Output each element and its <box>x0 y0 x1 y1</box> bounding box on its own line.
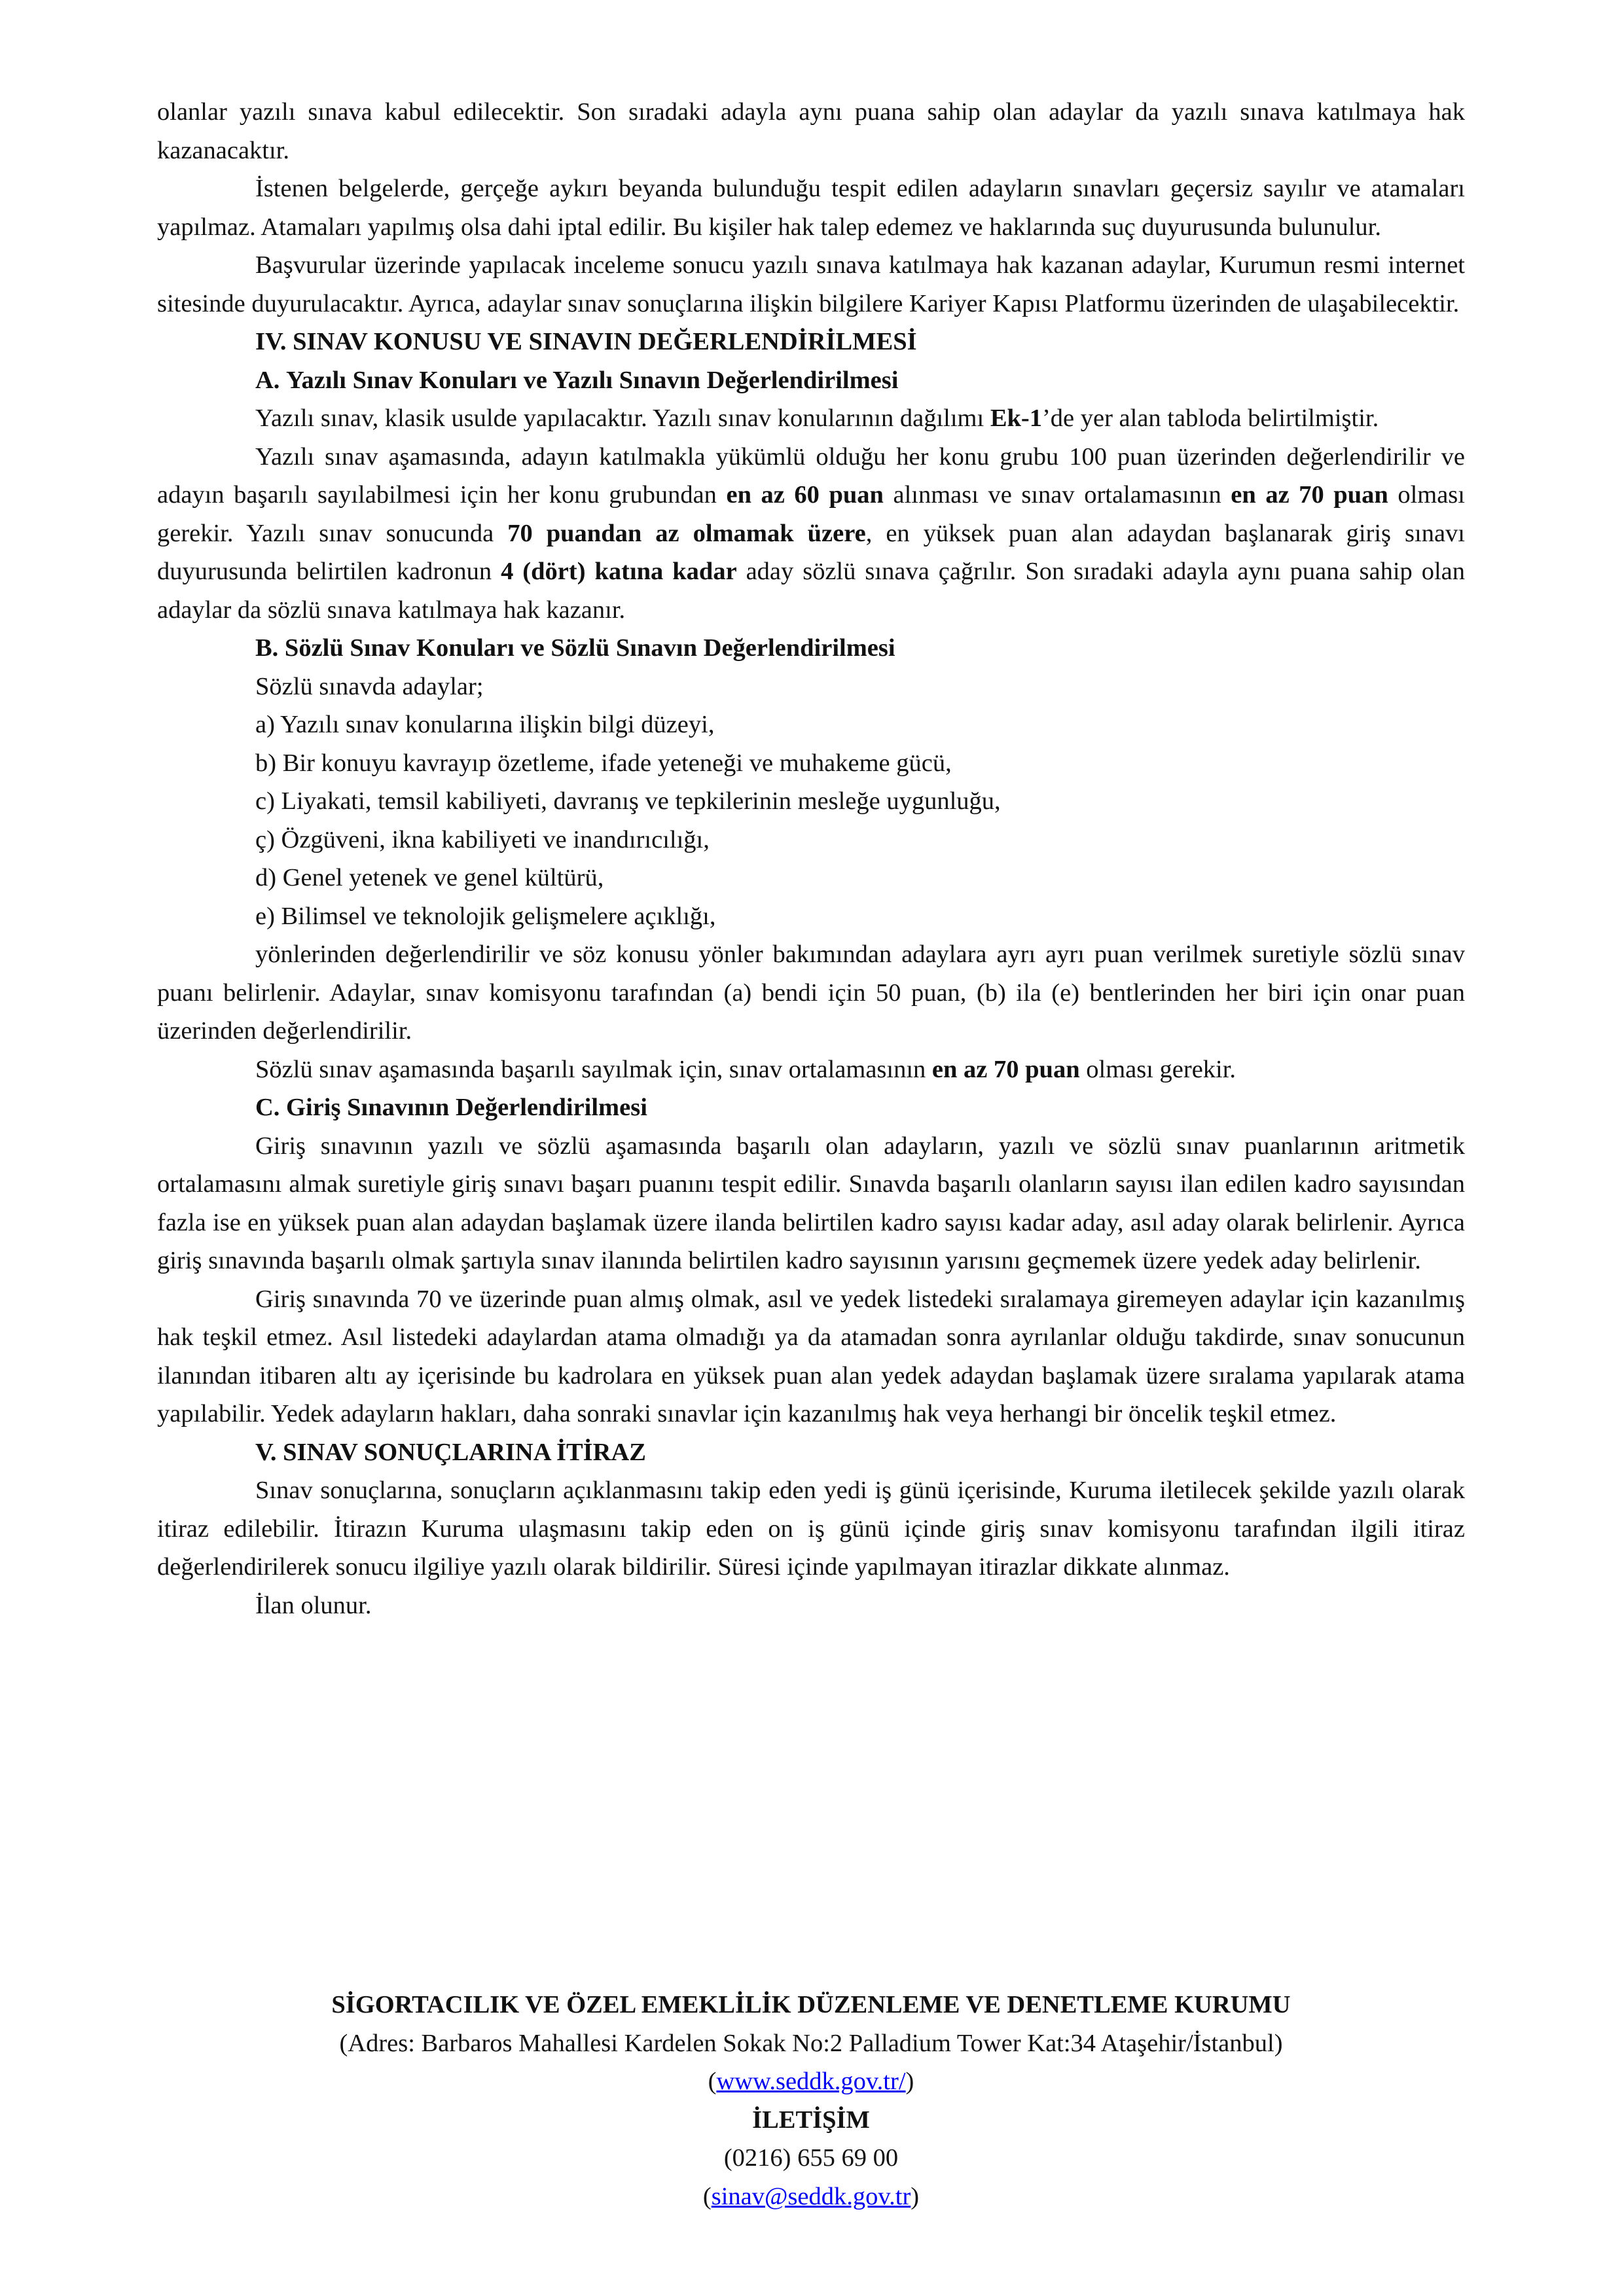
document-body <box>157 93 1465 1624</box>
text-run: alınması ve sınav ortalamasının <box>883 481 1231 509</box>
paragraph-written-exam-method <box>157 399 1465 438</box>
phone-number: (0216) 655 69 00 <box>723 2144 899 2172</box>
oral-criteria-item-c: c) Liyakati, temsil kabiliyeti, davranış ve tepkilerinin mesleğe uygunluğu, <box>255 787 1001 815</box>
bold-text-run: 4 (dört) katına kadar <box>501 558 737 585</box>
email-line <box>157 2178 1465 2216</box>
subsection-b-heading: B. Sözlü Sınav Konuları ve Sözlü Sınavın Değerlendirilmesi <box>255 634 895 662</box>
paragraph-written-exam-scoring <box>157 438 1465 630</box>
contact-heading: İLETİŞİM <box>752 2106 870 2134</box>
subsection-a-heading <box>157 361 1465 400</box>
text-run: Sözlü sınav aşamasında başarılı sayılmak için, sınav ortalamasının <box>255 1055 932 1083</box>
bold-text-run: en az 60 puan <box>726 481 884 509</box>
website-line <box>157 2062 1465 2101</box>
paren-open: ( <box>702 2182 712 2210</box>
text-run: olması gerekir. Yazılı sınav sonucunda <box>157 481 1465 547</box>
text-run: olması gerekir. <box>1079 1055 1236 1083</box>
paragraph-continuation: olanlar yazılı sınava kabul edilecektir. Son sıradaki adayla aynı puana sahip olan adaylar da yazılı sınava katılmaya hak kazanacaktır. <box>157 98 1465 164</box>
email-link[interactable]: sinav@seddk.gov.tr <box>711 2182 911 2210</box>
text-run: Yazılı sınav aşamasında, adayın katılmakla yükümlü olduğu her konu grubu 100 puan üzerinden değerlendirilir ve adayın başarılı sayılabilmesi için her konu grubundan <box>157 442 1465 509</box>
text-run: Yazılı sınav, klasik usulde yapılacaktır. Yazılı sınav konularının dağılımı <box>255 404 990 432</box>
paragraph-oral-exam-pass <box>157 1050 1465 1089</box>
oral-criteria-item-a: a) Yazılı sınav konularına ilişkin bilgi düzeyi, <box>255 711 715 738</box>
subsection-c-heading: C. Giriş Sınavının Değerlendirilmesi <box>255 1094 647 1121</box>
bold-text-run: 70 puandan az olmamak üzere <box>507 519 866 547</box>
organization-name: SİGORTACILIK VE ÖZEL EMEKLİLİK DÜZENLEME VE DENETLEME KURUMU <box>331 1991 1291 2018</box>
section-5-heading: V. SINAV SONUÇLARINA İTİRAZ <box>255 1438 646 1466</box>
oral-criteria-item-d: d) Genel yetenek ve genel kültürü, <box>255 864 604 891</box>
oral-criteria-item-e: e) Bilimsel ve teknolojik gelişmelere açıklığı, <box>255 902 716 930</box>
section-4-heading: IV. SINAV KONUSU VE SINAVIN DEĞERLENDİRİLMESİ <box>255 328 917 355</box>
subsection-a-title: Yazılı Sınav Konuları ve Yazılı Sınavın Değerlendirilmesi <box>286 366 899 394</box>
paren-close: ) <box>911 2182 920 2210</box>
text-run: , en yüksek puan alan adaydan başlanarak giriş sınavı duyurusunda belirtilen kadronun <box>157 519 1465 585</box>
website-link[interactable]: www.seddk.gov.tr/ <box>716 2068 906 2095</box>
closing-line: İlan olunur. <box>255 1591 372 1619</box>
paragraph-announcement: Başvurular üzerinde yapılacak inceleme sonucu yazılı sınava katılmaya hak kazanan adaylar, Kurumun resmi internet sitesinde duyurulacaktır. Ayrıca, adaylar sınav sonuçlarına ilişkin bilgilere Kariyer Kapısı Platformu üzerinden de ulaşabilecektir. <box>157 251 1465 317</box>
bold-text-run: en az 70 puan <box>1231 481 1388 509</box>
oral-criteria-item-cc: ç) Özgüveni, ikna kabiliyeti ve inandırıcılığı, <box>255 825 710 853</box>
document-footer <box>157 1986 1465 2215</box>
paren-open: ( <box>708 2068 717 2095</box>
organization-address: (Adres: Barbaros Mahallesi Kardelen Sokak No:2 Palladium Tower Kat:34 Ataşehir/İstanbul) <box>339 2029 1283 2057</box>
bold-text-run: en az 70 puan <box>931 1055 1080 1083</box>
paren-close: ) <box>905 2068 914 2095</box>
paragraph-oral-exam-scoring: yönlerinden değerlendirilir ve söz konusu yönler bakımından adaylara ayrı ayrı puan verilmek suretiyle sözlü sınav puanı belirlenir. Adaylar, sınav komisyonu tarafından (a) bendi için 50 puan, (b) ila (e) bentlerinden her biri için onar puan üzerinden değerlendirilir. <box>157 941 1465 1045</box>
text-run: aday sözlü sınava çağrılır. Son sıradaki adayla aynı puana sahip olan adaylar da sözlü sınava katılmaya hak kazanır. <box>157 558 1465 624</box>
subsection-a-number: A. <box>255 366 280 394</box>
paragraph-entrance-exam-evaluation: Giriş sınavının yazılı ve sözlü aşamasında başarılı olan adayların, yazılı ve sözlü sınav puanlarının aritmetik ortalamasını almak suretiyle giriş sınavı başarı puanını tespit edilir. Sınavda başarılı olanların sayısı ilan edilen kadro sayısından fazla ise en yüksek puan alan adaydan başlamak üzere ilanda belirtilen kadro sayısı kadar aday, asıl aday olarak belirlenir. Ayrıca giriş sınavında başarılı olmak şartıyla sınav ilanında belirtilen kadro sayısının yarısını geçmemek üzere yedek aday belirlenir. <box>157 1132 1465 1274</box>
text-run: ’de yer alan tabloda belirtilmiştir. <box>1041 404 1379 432</box>
oral-exam-intro: Sözlü sınavda adaylar; <box>255 672 484 700</box>
oral-criteria-item-b: b) Bir konuyu kavrayıp özetleme, ifade yeteneği ve muhakeme gücü, <box>255 749 952 777</box>
paragraph-objection: Sınav sonuçlarına, sonuçların açıklanmasını takip eden yedi iş günü içerisinde, Kuruma iletilecek şekilde yazılı olarak itiraz edilebilir. İtirazın Kuruma ulaşmasını takip eden on iş günü içinde giriş sınav komisyonu tarafından ilgili itiraz değerlendirilerek sonucu ilgiliye yazılı olarak bildirilir. Süresi içinde yapılmayan itirazlar dikkate alınmaz. <box>157 1477 1465 1581</box>
paragraph-reserve-candidates: Giriş sınavında 70 ve üzerinde puan almış olmak, asıl ve yedek listedeki sıralamaya giremeyen adaylar için kazanılmış hak teşkil etmez. Asıl listedeki adaylardan atama olmadığı ya da atamadan sonra ayrılanlar olduğu takdirde, sınav sonucunun ilanından itibaren altı ay içerisinde bu kadrolara en yüksek puan alan yedek adaydan başlamak üzere sıralama yapılarak atama yapılabilir. Yedek adayların hakları, daha sonraki sınavlar için kazanılmış hak veya herhangi bir öncelik teşkil etmez. <box>157 1285 1465 1427</box>
bold-text-run: Ek-1 <box>990 404 1042 432</box>
paragraph-false-declaration: İstenen belgelerde, gerçeğe aykırı beyanda bulunduğu tespit edilen adayların sınavları geçersiz sayılır ve atamaları yapılmaz. Atamaları yapılmış olsa dahi iptal edilir. Bu kişiler hak talep edemez ve haklarında suç duyurusunda bulunulur. <box>157 175 1465 241</box>
